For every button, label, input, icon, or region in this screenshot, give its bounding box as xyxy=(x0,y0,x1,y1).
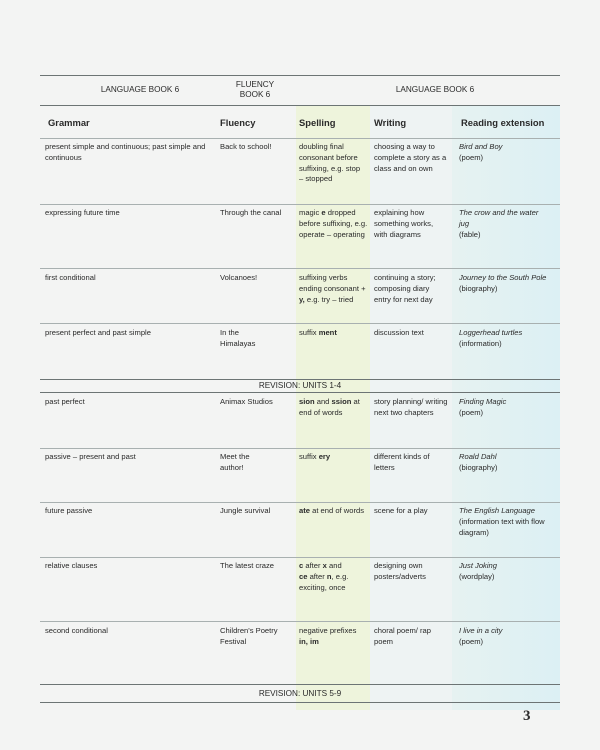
row-9-writing: choral poem/ rap poem xyxy=(374,626,431,646)
row-5-fluency: Animax Studios xyxy=(220,397,273,406)
row-7-spelling: ate at end of words xyxy=(299,506,365,515)
row-4-grammar: present perfect and past simple xyxy=(45,328,151,337)
row-1-reading: Bird and Boy (poem) xyxy=(459,142,503,162)
row-7-writing: scene for a play xyxy=(374,506,428,515)
row-4-writing: discussion text xyxy=(374,328,424,337)
row-1-writing: choosing a way to complete a story as a class and on own xyxy=(374,142,447,173)
row-6-spelling: suffix ery xyxy=(299,452,331,461)
col-header-grammar: Grammar xyxy=(48,117,90,128)
row-1-fluency: Back to school! xyxy=(220,142,272,151)
row-8-fluency: The latest craze xyxy=(220,561,275,570)
fluency-book-header: FLUENCY BOOK 6 xyxy=(235,80,275,99)
row-4-fluency: In the Himalayas xyxy=(220,328,256,348)
row-8-grammar: relative clauses xyxy=(45,561,98,570)
row-5-grammar: past perfect xyxy=(45,397,85,406)
revision-units-5-9: REVISION: UNITS 5-9 xyxy=(258,689,342,698)
col-header-reading: Reading extension xyxy=(461,117,545,128)
row-5-reading: Finding Magic (poem) xyxy=(459,397,507,417)
row-7-fluency: Jungle survival xyxy=(220,506,271,515)
col-header-fluency: Fluency xyxy=(220,117,256,128)
row-2-spelling: magic e dropped before suffixing, e.g. operate – operating xyxy=(299,208,368,239)
row-7-reading: The English Language (information text with flow diagram) xyxy=(459,506,545,537)
language-book-left-header: LANGUAGE BOOK 6 xyxy=(100,85,180,94)
row-9-reading: I live in a city (poem) xyxy=(459,626,503,646)
row-5-writing: story planning/ writing next two chapters xyxy=(374,397,448,417)
row-5-spelling: sion and ssion at end of words xyxy=(299,397,360,417)
row-9-fluency: Children's Poetry Festival xyxy=(220,626,278,646)
row-9-grammar: second conditional xyxy=(45,626,108,635)
page-number: 3 xyxy=(523,708,531,724)
row-1-spelling: doubling final consonant before suffixing, e.g. stop – stopped xyxy=(299,142,361,184)
row-3-grammar: first conditional xyxy=(45,273,96,282)
col-header-spelling: Spelling xyxy=(299,117,336,128)
row-6-writing: different kinds of letters xyxy=(374,452,430,472)
row-7-grammar: future passive xyxy=(45,506,93,515)
row-9-spelling: negative prefixes in, im xyxy=(299,626,357,646)
row-3-writing: continuing a story; composing diary entry for next day xyxy=(374,273,436,304)
row-8-spelling: c after x and ce after n, e.g. exciting, once xyxy=(299,561,349,592)
row-8-reading: Just Joking (wordplay) xyxy=(459,561,497,581)
row-3-reading: Journey to the South Pole (biography) xyxy=(459,273,547,293)
row-6-fluency: Meet the author! xyxy=(220,452,250,472)
row-8-writing: designing own posters/adverts xyxy=(374,561,426,581)
curriculum-table xyxy=(40,75,560,710)
row-2-reading: The crow and the water jug (fable) xyxy=(459,208,539,239)
row-6-grammar: passive – present and past xyxy=(45,452,136,461)
row-4-spelling: suffix ment xyxy=(299,328,337,337)
language-book-right-header: LANGUAGE BOOK 6 xyxy=(395,85,475,94)
col-header-writing: Writing xyxy=(374,117,407,128)
row-4-reading: Loggerhead turtles (information) xyxy=(459,328,523,348)
row-2-writing: explaining how something works, with diagrams xyxy=(374,208,434,239)
row-2-grammar: expressing future time xyxy=(45,208,120,217)
revision-units-1-4: REVISION: UNITS 1-4 xyxy=(258,381,342,390)
row-2-fluency: Through the canal xyxy=(220,208,282,217)
row-1-grammar: present simple and continuous; past simple and continuous xyxy=(45,142,206,162)
row-6-reading: Roald Dahl (biography) xyxy=(459,452,498,472)
row-3-spelling: suffixing verbs ending consonant + y, e.g. try – tried xyxy=(299,273,366,304)
row-3-fluency: Volcanoes! xyxy=(220,273,258,282)
